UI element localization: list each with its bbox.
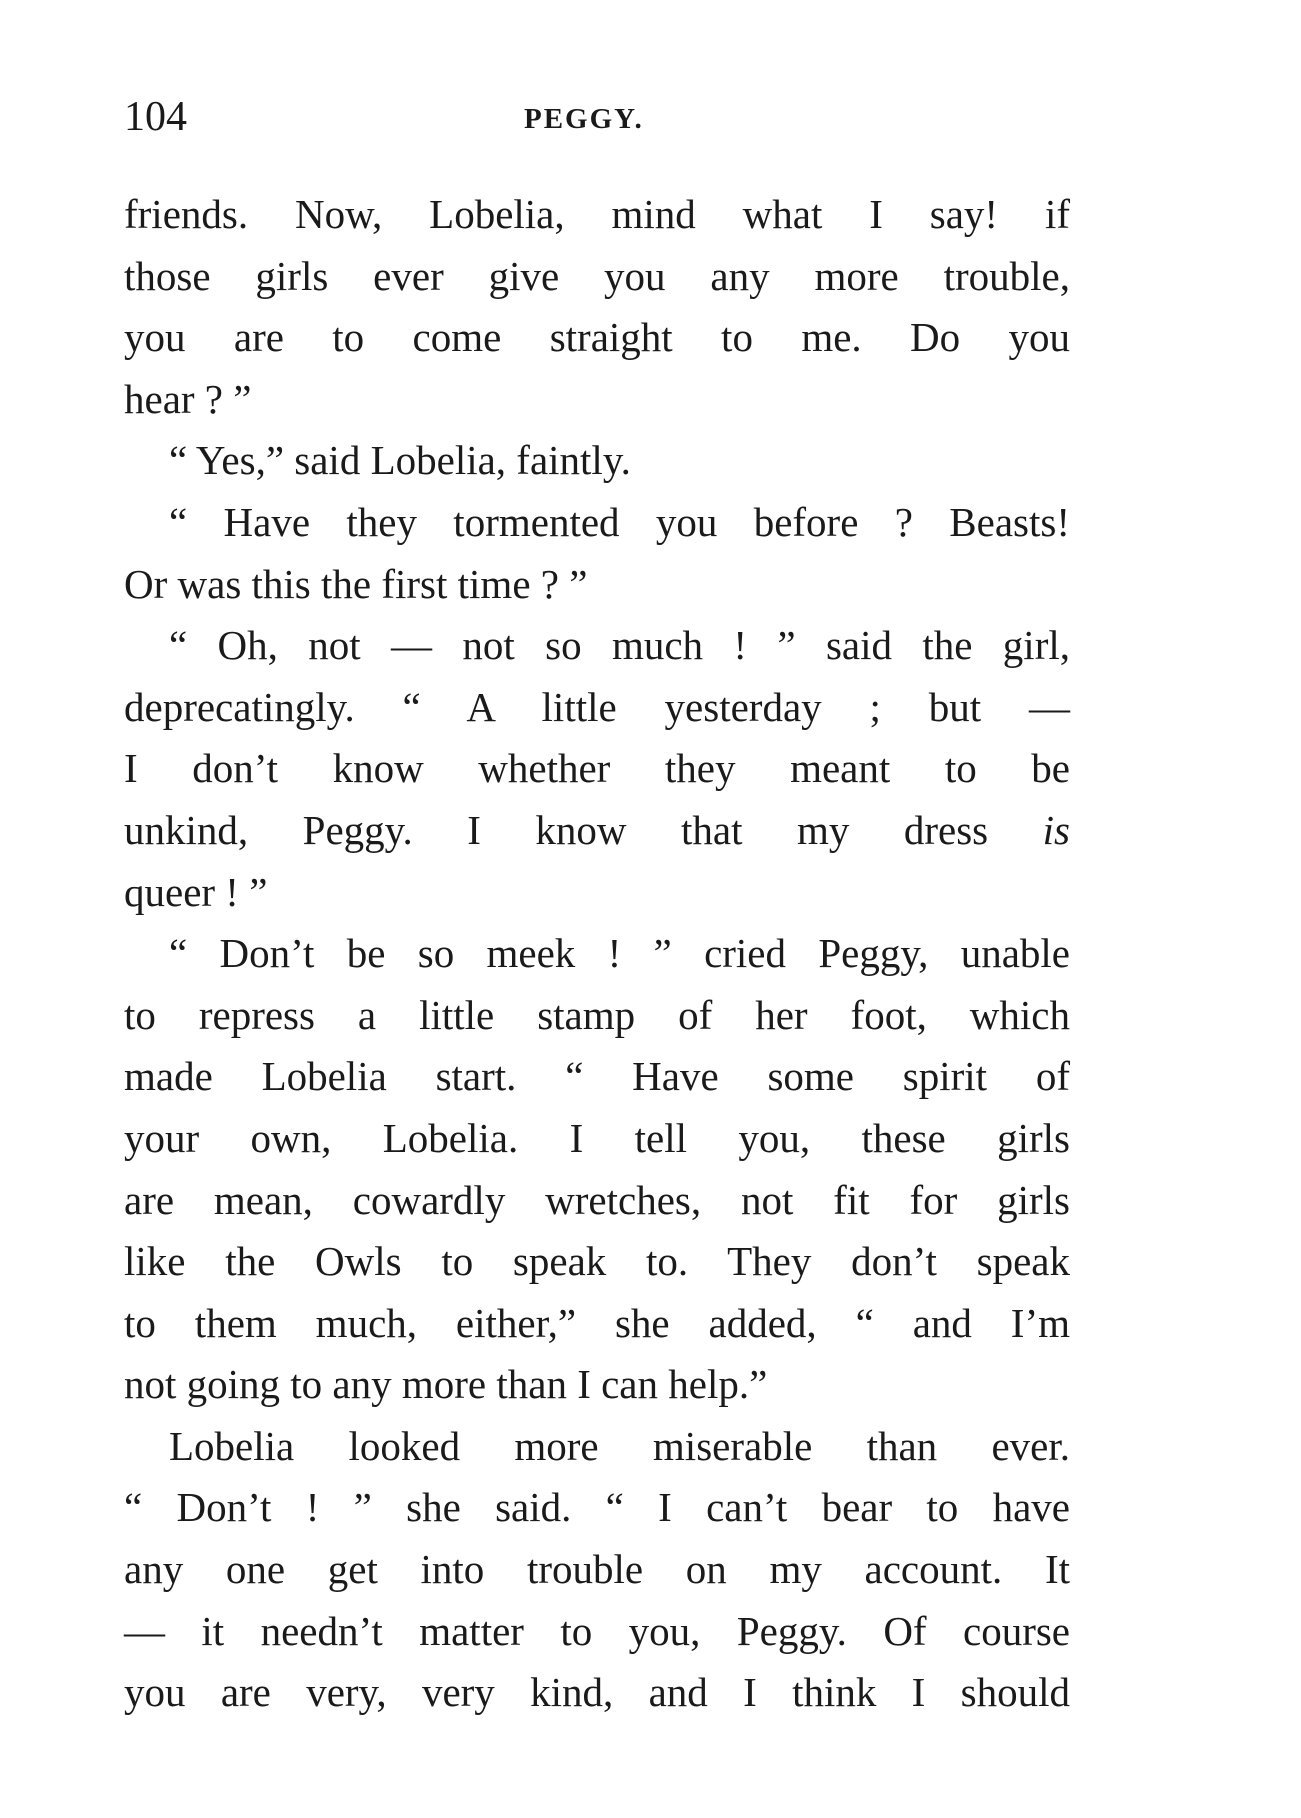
text-line: “ Don’t ! ” she said. “ I can’t bear to have — [124, 1484, 1070, 1531]
running-title: PEGGY. — [524, 103, 644, 135]
text-line-with-emphasis — [124, 800, 1070, 862]
text-line: — it needn’t matter to you, Peggy. Of course — [124, 1607, 1070, 1654]
text-line: any one get into trouble on my account. It — [124, 1546, 1070, 1593]
text-line: Or was this the first time ? ” — [124, 560, 588, 607]
text-line: you are to come straight to me. Do you — [124, 314, 1070, 361]
body-text — [124, 184, 1070, 1724]
text-line: like the Owls to speak to. They don’t speak — [124, 1238, 1070, 1285]
running-head — [124, 92, 1064, 142]
text-line: queer ! ” — [124, 868, 268, 915]
text-line: friends. Now, Lobelia, mind what I say! if — [124, 191, 1070, 237]
text-line: deprecatingly. “ A little yesterday ; but — — [124, 683, 1070, 730]
text-line: you are very, very kind, and I think I should — [124, 1669, 1070, 1716]
text-line: I don’t know whether they meant to be — [124, 745, 1070, 792]
paragraph-start-line: “ Yes,” said Lobelia, faintly. — [169, 437, 631, 484]
text-line: your own, Lobelia. I tell you, these girls — [124, 1114, 1070, 1161]
emphasis-word: is — [1042, 806, 1071, 853]
text-line: those girls ever give you any more trouble, — [124, 252, 1070, 299]
text-line: to repress a little stamp of her foot, which — [124, 991, 1070, 1038]
paragraph-start-line: “ Oh, not — not so much ! ” said the girl, — [169, 622, 1070, 669]
text-line: hear ? ” — [124, 375, 252, 422]
text-line-lead: unkind, Peggy. I know that my dress — [124, 806, 989, 853]
paragraph-start-line: “ Have they tormented you before ? Beasts! — [169, 498, 1070, 545]
text-line: are mean, cowardly wretches, not fit for girls — [124, 1176, 1070, 1223]
text-line: not going to any more than I can help.” — [124, 1361, 768, 1408]
text-line: made Lobelia start. “ Have some spirit of — [124, 1053, 1070, 1100]
paragraph-start-line: Lobelia looked more miserable than ever. — [169, 1422, 1070, 1469]
paragraph-start-line: “ Don’t be so meek ! ” cried Peggy, unable — [169, 930, 1070, 977]
text-line: to them much, either,” she added, “ and I’m — [124, 1299, 1070, 1346]
page-number: 104 — [124, 94, 187, 140]
